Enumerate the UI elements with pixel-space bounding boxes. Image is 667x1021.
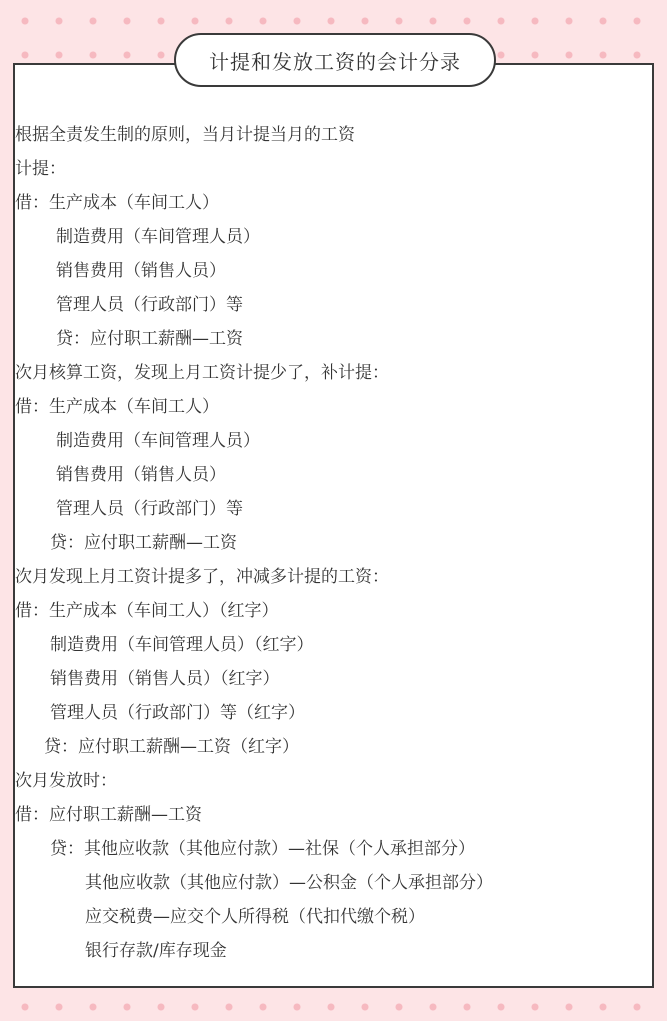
entry-line: 借：应付职工薪酬—工资 xyxy=(15,805,202,825)
entry-line: 制造费用（车间管理人员） xyxy=(56,227,260,247)
entry-line: 管理人员（行政部门）等（红字） xyxy=(50,703,305,723)
page-title: 计提和发放工资的会计分录 xyxy=(174,33,496,87)
entry-line: 贷：应付职工薪酬—工资 xyxy=(50,533,237,553)
entry-line: 销售费用（销售人员） xyxy=(56,465,226,485)
entry-line: 其他应收款（其他应付款）—公积金（个人承担部分） xyxy=(85,873,493,893)
entry-line: 管理人员（行政部门）等 xyxy=(56,295,243,315)
entry-line: 管理人员（行政部门）等 xyxy=(56,499,243,519)
entry-line: 贷：应付职工薪酬—工资 xyxy=(56,329,243,349)
entry-line: 制造费用（车间管理人员） xyxy=(56,431,260,451)
entry-line: 贷：其他应收款（其他应付款）—社保（个人承担部分） xyxy=(50,839,475,859)
journal-entries xyxy=(0,118,667,968)
entry-line: 借：生产成本（车间工人） xyxy=(15,193,219,213)
entry-line: 根据全责发生制的原则，当月计提当月的工资 xyxy=(15,125,355,145)
entry-line: 银行存款/库存现金 xyxy=(85,941,227,961)
entry-line: 销售费用（销售人员）（红字） xyxy=(50,669,280,689)
entry-line: 借：生产成本（车间工人） xyxy=(15,397,219,417)
entry-line: 借：生产成本（车间工人）（红字） xyxy=(15,601,279,621)
entry-line: 次月核算工资，发现上月工资计提少了，补计提： xyxy=(15,363,389,383)
entry-line: 制造费用（车间管理人员）（红字） xyxy=(50,635,314,655)
entry-line: 计提： xyxy=(15,159,66,179)
entry-line: 次月发放时： xyxy=(15,771,117,791)
entry-line: 应交税费—应交个人所得税（代扣代缴个税） xyxy=(85,907,425,927)
entry-line: 次月发现上月工资计提多了，冲减多计提的工资： xyxy=(15,567,389,587)
entry-line: 贷：应付职工薪酬—工资（红字） xyxy=(44,737,299,757)
entry-line: 销售费用（销售人员） xyxy=(56,261,226,281)
